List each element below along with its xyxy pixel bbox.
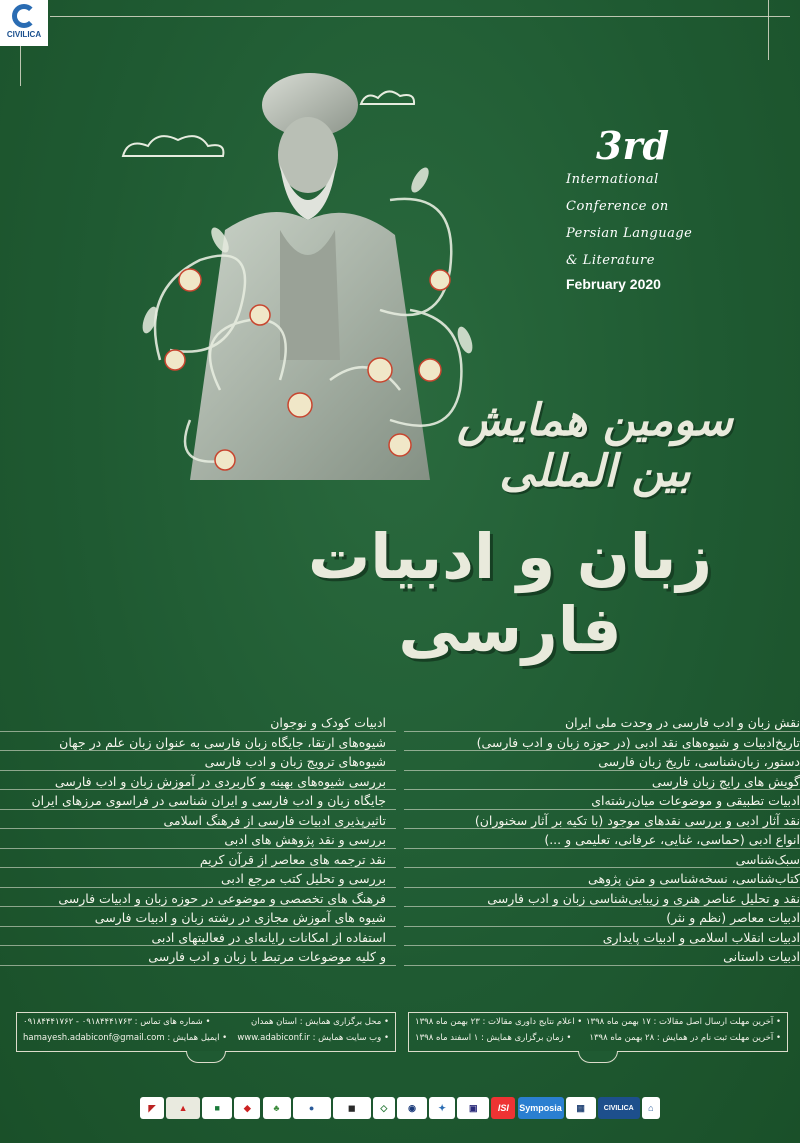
cloud-ornament-left xyxy=(118,128,228,162)
list-item: ادبیات انقلاب اسلامی و ادبیات پایداری xyxy=(404,928,800,948)
list-item: فرهنگ های تخصصی و موضوعی در حوزه زبان و ادبیات فارسی xyxy=(0,889,396,909)
frame-right-line xyxy=(768,0,769,60)
list-item: تاریخ‌ادبیات و شیوه‌های نقد ادبی (در حوزه زبان و ادب فارسی) xyxy=(404,733,800,753)
list-item: بررسی و تحلیل کتب مرجع ادبی xyxy=(0,869,396,889)
cloud-ornament-right xyxy=(358,86,418,108)
statue-illustration xyxy=(130,60,490,480)
deadlines-box xyxy=(408,1012,788,1052)
sponsor-logo[interactable]: ♣ xyxy=(263,1097,291,1119)
website-link[interactable]: • وب سایت همایش : www.adabiconf.ir xyxy=(237,1033,389,1043)
list-item: دستور، زبان‌شناسی، تاریخ زبان فارسی xyxy=(404,752,800,772)
contact-phones[interactable]: • شماره های تماس : ۰۹۱۸۴۴۴۱۷۶۳ - ۰۹۱۸۴۴۴۱۷۶۲ xyxy=(23,1017,211,1027)
list-item: شیوه‌های ترویج زبان و ادب فارسی xyxy=(0,752,396,772)
civilica-c-icon xyxy=(12,4,36,28)
civilica-logo[interactable] xyxy=(0,0,48,46)
frame-top-line xyxy=(50,16,790,17)
conference-date-en: February 2020 xyxy=(566,276,661,292)
sponsor-logo-isi[interactable]: ISI xyxy=(491,1097,515,1119)
list-item: ادبیات کودک و نوجوان xyxy=(0,713,396,733)
registration-deadline: • آخرین مهلت ثبت نام در همایش : ۲۸ بهمن ماه ۱۳۹۸ xyxy=(589,1033,781,1043)
sponsor-logo[interactable]: ▣ xyxy=(457,1097,489,1119)
list-item: ادبیات داستانی xyxy=(404,947,800,967)
list-item: گویش های رایج زبان فارسی xyxy=(404,772,800,792)
list-item: استفاده از امکانات رایانه‌ای در فعالیتهای ادبی xyxy=(0,928,396,948)
list-item: بررسی و نقد پژوهش های ادبی xyxy=(0,830,396,850)
sponsor-logo-civilica[interactable]: CIVILICA xyxy=(598,1097,640,1119)
contact-box xyxy=(16,1012,396,1052)
paper-deadline: • آخرین مهلت ارسال اصل مقالات : ۱۷ بهمن ماه ۱۳۹۸ xyxy=(585,1017,781,1027)
sponsor-logo-symposia[interactable]: Symposia xyxy=(518,1097,564,1119)
topics-list-right xyxy=(404,713,800,967)
english-title-line-4: & Literature xyxy=(566,253,655,268)
list-item: انواع ادبی (حماسی، غنایی، عرفانی، تعلیمی و ...) xyxy=(404,830,800,850)
english-title-line-3: Persian Language xyxy=(566,226,693,241)
conference-ordinal: 3rd xyxy=(596,123,670,168)
conference-date-fa: • زمان برگزاری همایش : ۱ اسفند ماه ۱۳۹۸ xyxy=(415,1033,572,1043)
list-item: و کلیه موضوعات مرتبط با زبان و ادب فارسی xyxy=(0,947,396,967)
persian-title-line-1: سومین همایش بین المللی xyxy=(457,395,733,497)
english-title-line-2: Conference on xyxy=(566,199,669,214)
topics-list-left xyxy=(0,713,396,967)
list-item: ادبیات تطبیقی و موضوعات میان‌رشته‌ای xyxy=(404,791,800,811)
list-item: نقش زبان و ادب فارسی در وحدت ملی ایران xyxy=(404,713,800,733)
list-item: نقد آثار ادبی و بررسی نقدهای موجود (با تکیه بر آثار سخنوران) xyxy=(404,811,800,831)
list-item: نقد و تحلیل عناصر هنری و زیبایی‌شناسی زبان و ادب فارسی xyxy=(404,889,800,909)
english-title-block xyxy=(566,123,766,292)
venue: • محل برگزاری همایش : استان همدان xyxy=(250,1017,389,1027)
english-title-line-1: International xyxy=(566,172,659,187)
email-link[interactable]: • ایمیل همایش : hamayesh.adabiconf@gmail.com xyxy=(23,1033,228,1043)
list-item: جایگاه زبان و ادب فارسی و ایران شناسی در فراسوی مرزهای ایران xyxy=(0,791,396,811)
list-item: تاثیرپذیری ادبیات فارسی از فرهنگ اسلامی xyxy=(0,811,396,831)
list-item: نقد ترجمه های معاصر از قرآن کریم xyxy=(0,850,396,870)
list-item: سبک‌شناسی xyxy=(404,850,800,870)
contact-box-tab xyxy=(186,1051,226,1063)
sponsor-logo[interactable]: ▦ xyxy=(566,1097,596,1119)
sponsor-logo[interactable]: ⌂ xyxy=(642,1097,660,1119)
deadlines-box-tab xyxy=(578,1051,618,1063)
sponsor-logo[interactable]: ● xyxy=(293,1097,331,1119)
list-item: ادبیات معاصر (نظم و نثر) xyxy=(404,908,800,928)
frame-left-line xyxy=(20,46,21,86)
sponsor-logo[interactable]: ▲ xyxy=(166,1097,200,1119)
list-item: کتاب‌شناسی، نسخه‌شناسی و متن پژوهی xyxy=(404,869,800,889)
sponsor-logo[interactable]: ◉ xyxy=(397,1097,427,1119)
list-item: شیوه‌های ارتقا، جایگاه زبان فارسی به عنوان زبان علم در جهان xyxy=(0,733,396,753)
list-item: شیوه های آموزش مجازی در رشته زبان و ادبیات فارسی xyxy=(0,908,396,928)
review-results-date: • اعلام نتایج داوری مقالات : ۲۳ بهمن ماه ۱۳۹۸ xyxy=(415,1017,583,1027)
sponsor-logo[interactable]: ■ xyxy=(202,1097,232,1119)
sponsor-logo[interactable]: ◇ xyxy=(373,1097,395,1119)
sponsor-logo[interactable]: ✦ xyxy=(429,1097,455,1119)
sponsor-logo[interactable]: ◤ xyxy=(140,1097,164,1119)
list-item: بررسی شیوه‌های بهینه و کاربردی در آموزش زبان و ادب فارسی xyxy=(0,772,396,792)
sponsor-logo[interactable]: ◼ xyxy=(333,1097,371,1119)
civilica-logo-label: CIVILICA xyxy=(6,30,42,39)
sponsor-logo[interactable]: ◆ xyxy=(234,1097,260,1119)
sponsor-logos xyxy=(140,1088,660,1128)
persian-title-line-2: زبان و ادبیات فارسی xyxy=(307,520,713,666)
